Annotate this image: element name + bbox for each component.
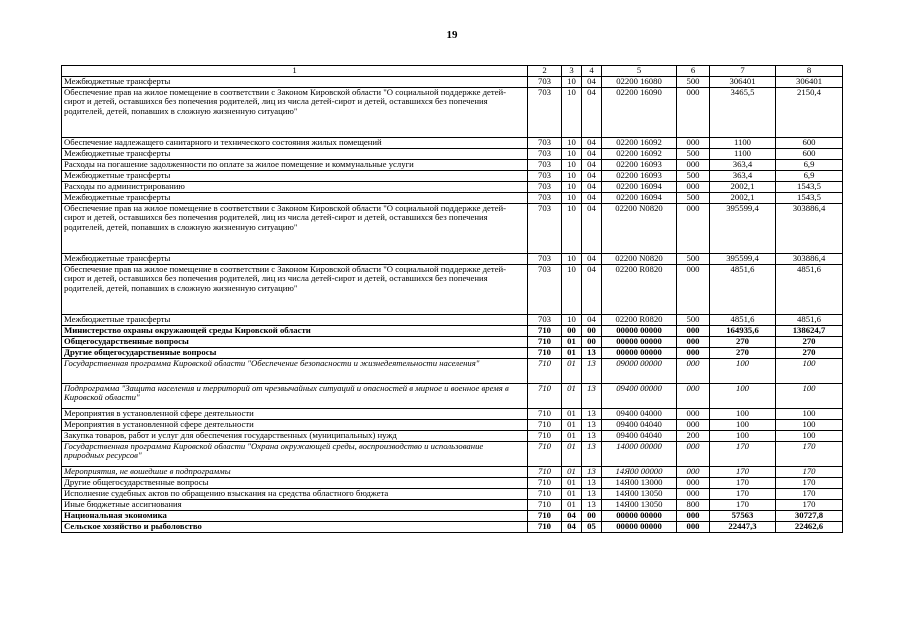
amount-2019: 100 (710, 358, 776, 383)
table-row (62, 181, 843, 192)
code-pr: 00 (582, 325, 602, 336)
amount-2019: 2002,1 (710, 192, 776, 203)
code-gr: 710 (528, 383, 562, 408)
code-vr: 500 (677, 192, 710, 203)
item-name: Мероприятия, не вошедшие в подпрограммы (62, 466, 528, 477)
column-header: 8 (776, 66, 843, 77)
amount-2020: 100 (776, 408, 843, 419)
item-name: Государственная программа Кировской области "Обеспечение безопасности и жизнедеятельности населения" (62, 358, 528, 383)
code-rz: 01 (562, 336, 582, 347)
code-csr: 02200 R0820 (602, 314, 677, 325)
code-rz: 10 (562, 170, 582, 181)
code-pr: 13 (582, 430, 602, 441)
code-gr: 703 (528, 203, 562, 253)
item-name: Обеспечение надлежащего санитарного и технического состояния жилых помещений (62, 137, 528, 148)
code-vr: 000 (677, 137, 710, 148)
code-csr: 02200 16092 (602, 148, 677, 159)
code-gr: 710 (528, 408, 562, 419)
table-row (62, 521, 843, 532)
amount-2019: 4851,6 (710, 264, 776, 314)
amount-2020: 270 (776, 347, 843, 358)
amount-2019: 270 (710, 336, 776, 347)
item-name: Подпрограмма "Защита населения и территорий от чрезвычайных ситуаций и опасностей в мирное и военное время в Кировской области" (62, 383, 528, 408)
code-gr: 703 (528, 137, 562, 148)
code-csr: 00000 00000 (602, 510, 677, 521)
code-pr: 00 (582, 510, 602, 521)
code-pr: 13 (582, 499, 602, 510)
table-row (62, 76, 843, 87)
amount-2020: 170 (776, 466, 843, 477)
code-rz: 01 (562, 408, 582, 419)
column-number-row (62, 66, 843, 77)
table-row (62, 419, 843, 430)
amount-2020: 22462,6 (776, 521, 843, 532)
item-name: Иные бюджетные ассигнования (62, 499, 528, 510)
code-gr: 710 (528, 510, 562, 521)
code-gr: 703 (528, 253, 562, 264)
code-rz: 10 (562, 148, 582, 159)
code-csr: 00000 00000 (602, 347, 677, 358)
amount-2020: 1543,5 (776, 181, 843, 192)
code-gr: 710 (528, 441, 562, 466)
code-pr: 04 (582, 181, 602, 192)
item-name: Обеспечение прав на жилое помещение в соответствии с Законом Кировской области "О социальной поддержке детей-сирот и детей, оставшихся без попечения родителей, лиц из числа детей-сирот и детей, оставшихся без попечения родителей, детей, попавших в сложную жизненную ситуацию" (62, 203, 528, 253)
code-vr: 200 (677, 430, 710, 441)
code-gr: 710 (528, 430, 562, 441)
code-pr: 13 (582, 347, 602, 358)
code-csr: 14000 00000 (602, 441, 677, 466)
code-csr: 02200 16090 (602, 87, 677, 137)
page-number: 19 (446, 29, 458, 41)
code-gr: 703 (528, 192, 562, 203)
amount-2020: 170 (776, 499, 843, 510)
amount-2020: 306401 (776, 76, 843, 87)
item-name: Обеспечение прав на жилое помещение в соответствии с Законом Кировской области "О социальной поддержке детей-сирот и детей, оставшихся без попечения родителей, лиц из числа детей-сирот и детей, оставшихся без попечения родителей, детей, попавших в сложную жизненную ситуацию" (62, 87, 528, 137)
table-row (62, 347, 843, 358)
code-vr: 000 (677, 441, 710, 466)
code-vr: 000 (677, 181, 710, 192)
code-rz: 10 (562, 264, 582, 314)
amount-2019: 22447,3 (710, 521, 776, 532)
budget-table (61, 65, 843, 533)
code-vr: 000 (677, 466, 710, 477)
amount-2019: 170 (710, 477, 776, 488)
code-pr: 04 (582, 76, 602, 87)
code-csr: 14Я00 13000 (602, 477, 677, 488)
code-vr: 500 (677, 314, 710, 325)
code-vr: 000 (677, 347, 710, 358)
item-name: Сельское хозяйство и рыболовство (62, 521, 528, 532)
amount-2019: 306401 (710, 76, 776, 87)
amount-2019: 1100 (710, 137, 776, 148)
code-gr: 703 (528, 264, 562, 314)
item-name: Межбюджетные трансферты (62, 192, 528, 203)
amount-2019: 100 (710, 383, 776, 408)
code-csr: 02200 16080 (602, 76, 677, 87)
table-row (62, 499, 843, 510)
code-pr: 04 (582, 159, 602, 170)
amount-2020: 6,9 (776, 170, 843, 181)
table-row (62, 477, 843, 488)
amount-2019: 395599,4 (710, 253, 776, 264)
table-row (62, 408, 843, 419)
code-csr: 02200 16094 (602, 192, 677, 203)
amount-2020: 170 (776, 441, 843, 466)
code-gr: 703 (528, 76, 562, 87)
code-pr: 04 (582, 264, 602, 314)
table-row (62, 148, 843, 159)
amount-2020: 303886,4 (776, 203, 843, 253)
code-pr: 04 (582, 137, 602, 148)
code-pr: 13 (582, 441, 602, 466)
table-row (62, 336, 843, 347)
amount-2020: 170 (776, 477, 843, 488)
code-vr: 000 (677, 159, 710, 170)
code-vr: 000 (677, 87, 710, 137)
code-vr: 000 (677, 264, 710, 314)
code-csr: 09400 04040 (602, 419, 677, 430)
code-pr: 13 (582, 488, 602, 499)
table-row (62, 488, 843, 499)
table-row (62, 137, 843, 148)
amount-2019: 270 (710, 347, 776, 358)
code-vr: 000 (677, 510, 710, 521)
code-vr: 000 (677, 477, 710, 488)
column-header: 4 (582, 66, 602, 77)
amount-2019: 395599,4 (710, 203, 776, 253)
code-gr: 710 (528, 477, 562, 488)
code-csr: 09400 04040 (602, 430, 677, 441)
code-gr: 710 (528, 466, 562, 477)
code-pr: 04 (582, 148, 602, 159)
code-gr: 710 (528, 336, 562, 347)
code-rz: 01 (562, 477, 582, 488)
code-csr: 02200 16093 (602, 170, 677, 181)
code-pr: 04 (582, 87, 602, 137)
code-rz: 10 (562, 203, 582, 253)
code-vr: 000 (677, 325, 710, 336)
table-row (62, 430, 843, 441)
code-pr: 13 (582, 419, 602, 430)
code-vr: 000 (677, 358, 710, 383)
table-row (62, 325, 843, 336)
amount-2019: 57563 (710, 510, 776, 521)
code-gr: 710 (528, 325, 562, 336)
code-rz: 10 (562, 314, 582, 325)
code-pr: 05 (582, 521, 602, 532)
code-pr: 13 (582, 466, 602, 477)
amount-2019: 1100 (710, 148, 776, 159)
code-pr: 13 (582, 358, 602, 383)
amount-2019: 2002,1 (710, 181, 776, 192)
amount-2020: 1543,5 (776, 192, 843, 203)
table-row (62, 264, 843, 314)
code-csr: 02200 16092 (602, 137, 677, 148)
amount-2020: 303886,4 (776, 253, 843, 264)
item-name: Национальная экономика (62, 510, 528, 521)
item-name: Межбюджетные трансферты (62, 314, 528, 325)
code-pr: 13 (582, 477, 602, 488)
code-csr: 09000 00000 (602, 358, 677, 383)
column-header: 2 (528, 66, 562, 77)
amount-2019: 100 (710, 430, 776, 441)
code-vr: 500 (677, 253, 710, 264)
code-rz: 10 (562, 137, 582, 148)
code-gr: 703 (528, 159, 562, 170)
item-name: Межбюджетные трансферты (62, 148, 528, 159)
item-name: Государственная программа Кировской области "Охрана окружающей среды, воспроизводство и использование природных ресурсов" (62, 441, 528, 466)
code-rz: 01 (562, 430, 582, 441)
code-pr: 13 (582, 383, 602, 408)
item-name: Мероприятия в установленной сфере деятельности (62, 408, 528, 419)
code-csr: 02200 R0820 (602, 264, 677, 314)
code-rz: 01 (562, 383, 582, 408)
code-vr: 000 (677, 419, 710, 430)
code-rz: 01 (562, 488, 582, 499)
code-gr: 703 (528, 314, 562, 325)
code-vr: 500 (677, 170, 710, 181)
code-rz: 00 (562, 325, 582, 336)
amount-2020: 4851,6 (776, 314, 843, 325)
code-pr: 13 (582, 408, 602, 419)
table-row (62, 87, 843, 137)
amount-2020: 600 (776, 137, 843, 148)
item-name: Межбюджетные трансферты (62, 170, 528, 181)
code-pr: 04 (582, 192, 602, 203)
table-row (62, 203, 843, 253)
code-rz: 10 (562, 192, 582, 203)
item-name: Другие общегосударственные вопросы (62, 347, 528, 358)
amount-2019: 363,4 (710, 159, 776, 170)
code-csr: 02200 N0820 (602, 253, 677, 264)
code-rz: 10 (562, 253, 582, 264)
code-gr: 703 (528, 148, 562, 159)
column-header: 6 (677, 66, 710, 77)
code-gr: 703 (528, 87, 562, 137)
code-vr: 000 (677, 336, 710, 347)
code-csr: 02200 N0820 (602, 203, 677, 253)
code-vr: 000 (677, 408, 710, 419)
item-name: Другие общегосударственные вопросы (62, 477, 528, 488)
code-csr: 02200 16094 (602, 181, 677, 192)
amount-2020: 6,9 (776, 159, 843, 170)
item-name: Межбюджетные трансферты (62, 76, 528, 87)
amount-2019: 100 (710, 419, 776, 430)
code-gr: 710 (528, 347, 562, 358)
item-name: Мероприятия в установленной сфере деятельности (62, 419, 528, 430)
code-csr: 00000 00000 (602, 325, 677, 336)
amount-2020: 600 (776, 148, 843, 159)
code-vr: 800 (677, 499, 710, 510)
item-name: Обеспечение прав на жилое помещение в соответствии с Законом Кировской области "О социальной поддержке детей-сирот и детей, оставшихся без попечения родителей, лиц из числа детей-сирот и детей, оставшихся без попечения родителей, детей, попавших в сложную жизненную ситуацию" (62, 264, 528, 314)
code-rz: 10 (562, 159, 582, 170)
column-header: 3 (562, 66, 582, 77)
table-row (62, 466, 843, 477)
code-vr: 000 (677, 203, 710, 253)
code-rz: 10 (562, 76, 582, 87)
table-row (62, 314, 843, 325)
amount-2019: 3465,5 (710, 87, 776, 137)
code-pr: 04 (582, 170, 602, 181)
column-header: 5 (602, 66, 677, 77)
column-header: 7 (710, 66, 776, 77)
table-row (62, 192, 843, 203)
amount-2019: 170 (710, 466, 776, 477)
amount-2020: 100 (776, 358, 843, 383)
amount-2020: 30727,8 (776, 510, 843, 521)
code-gr: 710 (528, 419, 562, 430)
code-rz: 01 (562, 441, 582, 466)
item-name: Закупка товаров, работ и услуг для обеспечения государственных (муниципальных) нужд (62, 430, 528, 441)
code-gr: 710 (528, 499, 562, 510)
code-vr: 500 (677, 76, 710, 87)
code-pr: 04 (582, 314, 602, 325)
code-gr: 703 (528, 181, 562, 192)
code-gr: 703 (528, 170, 562, 181)
item-name: Исполнение судебных актов по обращению взыскания на средства областного бюджета (62, 488, 528, 499)
amount-2019: 100 (710, 408, 776, 419)
amount-2020: 138624,7 (776, 325, 843, 336)
code-csr: 00000 00000 (602, 336, 677, 347)
code-csr: 09400 00000 (602, 383, 677, 408)
item-name: Межбюджетные трансферты (62, 253, 528, 264)
item-name: Расходы на погашение задолженности по оплате за жилое помещение и коммунальные услуги (62, 159, 528, 170)
code-rz: 01 (562, 499, 582, 510)
item-name: Расходы по администрированию (62, 181, 528, 192)
amount-2019: 363,4 (710, 170, 776, 181)
amount-2020: 100 (776, 430, 843, 441)
code-csr: 14Я00 13050 (602, 488, 677, 499)
code-rz: 04 (562, 521, 582, 532)
code-pr: 04 (582, 253, 602, 264)
item-name: Министерство охраны окружающей среды Кировской области (62, 325, 528, 336)
code-gr: 710 (528, 521, 562, 532)
item-name: Общегосударственные вопросы (62, 336, 528, 347)
code-rz: 10 (562, 181, 582, 192)
amount-2019: 170 (710, 488, 776, 499)
table-row (62, 358, 843, 383)
amount-2020: 100 (776, 419, 843, 430)
amount-2019: 4851,6 (710, 314, 776, 325)
amount-2020: 270 (776, 336, 843, 347)
table-row (62, 510, 843, 521)
code-rz: 01 (562, 466, 582, 477)
code-rz: 01 (562, 419, 582, 430)
table-row (62, 383, 843, 408)
code-rz: 10 (562, 87, 582, 137)
code-gr: 710 (528, 488, 562, 499)
code-csr: 02200 16093 (602, 159, 677, 170)
code-csr: 09400 04000 (602, 408, 677, 419)
code-rz: 01 (562, 347, 582, 358)
code-vr: 000 (677, 488, 710, 499)
code-csr: 14Я00 13050 (602, 499, 677, 510)
amount-2020: 2150,4 (776, 87, 843, 137)
code-pr: 00 (582, 336, 602, 347)
code-vr: 000 (677, 521, 710, 532)
amount-2020: 170 (776, 488, 843, 499)
code-csr: 00000 00000 (602, 521, 677, 532)
table-row (62, 170, 843, 181)
code-rz: 01 (562, 358, 582, 383)
amount-2020: 100 (776, 383, 843, 408)
code-vr: 000 (677, 383, 710, 408)
code-vr: 500 (677, 148, 710, 159)
amount-2019: 170 (710, 441, 776, 466)
amount-2019: 170 (710, 499, 776, 510)
code-gr: 710 (528, 358, 562, 383)
code-pr: 04 (582, 203, 602, 253)
table-row (62, 159, 843, 170)
amount-2020: 4851,6 (776, 264, 843, 314)
column-header: 1 (62, 66, 528, 77)
table-row (62, 253, 843, 264)
amount-2019: 164935,6 (710, 325, 776, 336)
table-row (62, 441, 843, 466)
code-csr: 14Я00 00000 (602, 466, 677, 477)
code-rz: 04 (562, 510, 582, 521)
